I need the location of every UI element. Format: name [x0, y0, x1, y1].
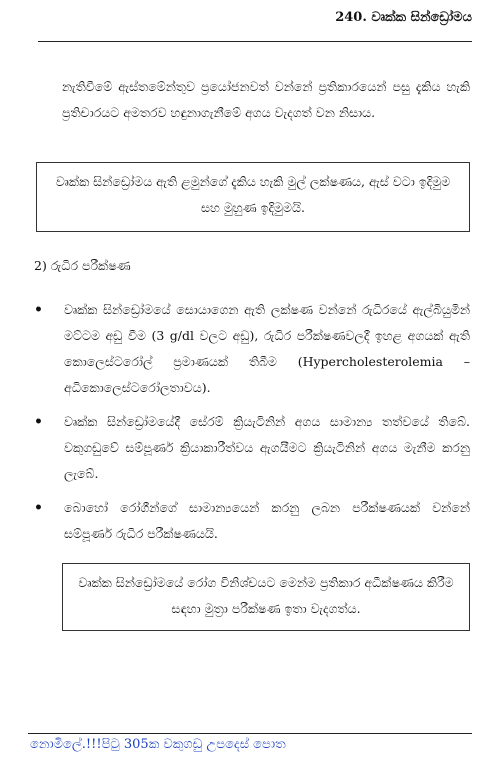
- note-box-urine-tests: [62, 563, 470, 631]
- list-item: [34, 297, 470, 401]
- header-divider: [38, 41, 472, 42]
- bullet-marker: •: [34, 500, 43, 516]
- note-box-early-symptoms: [36, 162, 470, 232]
- intro-paragraph: නැතිවීමේ ඇස්තමේන්තුව ප්‍රයෝජනවත් වන්නේ ප්‍රතිකාරයෙන් පසු දැකිය හැකි ප්‍රතිචාරයට අමතරව හඳුනාගැනීමේ අගය වැදගත් වන නිසාය.: [62, 79, 470, 120]
- bullet-text: වෘක්ක සින්ඩ්‍රෝමයේදී සේරම් ක්‍රියැටිනින් අගය සාමාන්‍ය තත්වයේ තිබේ. වකුගඩුවේ සම්පූර්ණ ක්‍රියාකාරීත්වය ඇගයීමට ක්‍රියැටිනින් අගය මැනීම කරනු ලැබේ.: [64, 414, 470, 481]
- note-box-2-text: වෘක්ක සින්ඩ්‍රෝමයේ රෝග විනිශ්චයට මෙන්ම ප්‍රතිකාර අධීක්ෂණය කිරීම සඳහා මුත්‍රා පරීක්ෂණ ඉතා වැදගත්ය.: [78, 575, 454, 616]
- section-heading-blood-tests: 2) රුධිර පරීක්ෂණ: [34, 258, 131, 273]
- bullet-marker: •: [34, 414, 43, 430]
- bullet-list: [34, 297, 470, 555]
- footer-divider: [28, 733, 472, 734]
- bullet-text: වෘක්ක සින්ඩ්‍රෝමයේ සොයාගෙන ඇති ලක්ෂණ වන්නේ රුධිරයේ ඇල්බියුමින් මට්ටම අඩු වීම (3 g/dl වලට අඩු), රුධිර පරීක්ෂණවලදී ඉහළ අගයක් ඇති කොලෙස්ටරෝල් ප්‍රමාණයක් තිබීම (Hypercholesterolemia – අධිකොලෙස්ටරෝලතාවය).: [64, 302, 470, 395]
- note-box-1-text: වෘක්ක සින්ඩ්‍රෝමය ඇති ළමුන්ගේ දැකිය හැකි මුල් ලක්ෂණය, ඇස් වටා ඉදිමුම සහ මුහුණ ඉදිමුමයි.: [55, 174, 451, 215]
- footer-text: නොමිලේ.!!!පිටු 305ක වකුගඩු උපදෙස් පොත: [30, 737, 286, 752]
- bullet-text: බොහෝ රෝගීන්ගේ සාමාන්‍යයෙන් කරනු ලබන පරීක්ෂණයක් වන්නේ සම්පූර්ණ රුධිර පරීක්ෂණයයි.: [64, 500, 470, 541]
- page-header-title: 240. වෘක්ක සින්ඩ්‍රෝමය: [335, 10, 472, 25]
- list-item: [34, 495, 470, 547]
- bullet-marker: •: [34, 302, 43, 318]
- list-item: [34, 409, 470, 487]
